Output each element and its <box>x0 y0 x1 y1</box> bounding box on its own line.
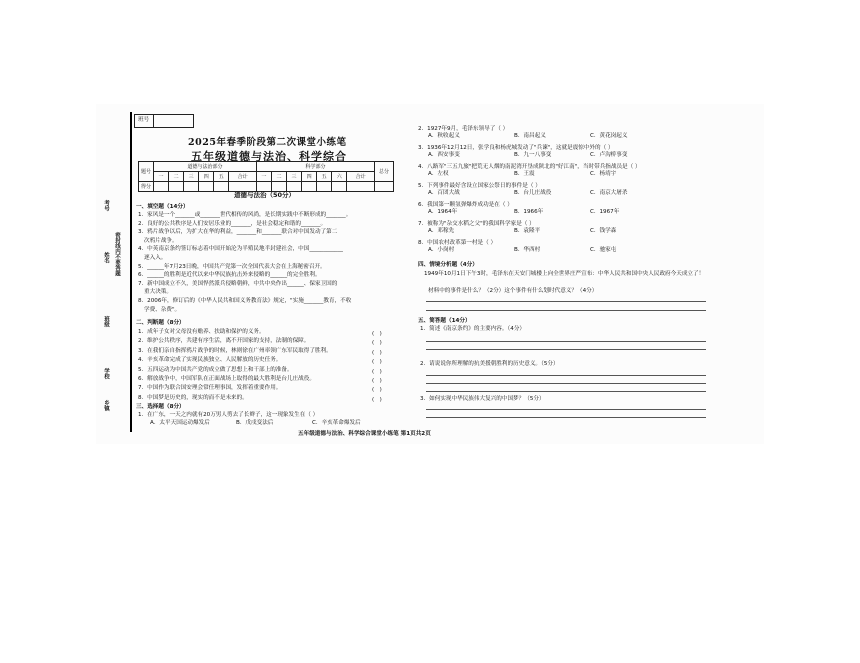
class-number-label: 班号 <box>138 117 150 123</box>
fill-blank-item: 6．______的胜利是近代以来中华民族抗击外来侵略的______的完全胜利。 <box>138 272 321 279</box>
answer-line[interactable] <box>426 417 706 418</box>
choice-question-text: 2．1927年9月，毛泽东领导了（ ） <box>418 126 509 132</box>
score-table-question-label: 题号 <box>139 162 154 182</box>
choice-option[interactable]: A．秋收起义 <box>428 133 460 139</box>
score-cell[interactable] <box>214 182 229 192</box>
score-table-col: 一 <box>154 172 169 182</box>
score-cell[interactable] <box>229 182 257 192</box>
material-quote: 1949年10月1日下午3时，毛泽东在天安门城楼上向全世界庄严宣布：中华人民共和国中央人民政府今天成立了！ <box>424 271 705 277</box>
score-cell[interactable] <box>271 182 286 192</box>
choice-option[interactable]: A．百团大战 <box>428 190 460 196</box>
judge-answer-paren[interactable]: ( ) <box>372 340 382 347</box>
choice-option[interactable]: C．卢沟桥事变 <box>590 152 628 158</box>
score-cell[interactable] <box>184 182 199 192</box>
score-cell[interactable] <box>169 182 184 192</box>
short-answer-question: 2．请说说你所理解的抗美援朝胜利的历史意义。（5分） <box>420 361 559 367</box>
score-table-col: 三 <box>184 172 199 182</box>
choice-right-list <box>418 126 718 259</box>
choice-option[interactable]: B．袁隆平 <box>514 228 541 234</box>
choice-question <box>418 183 718 202</box>
choice-option[interactable]: C．黄花岗起义 <box>590 133 628 139</box>
choice-option[interactable]: A．小岗村 <box>428 247 455 253</box>
answer-line[interactable] <box>426 383 706 384</box>
score-table-col: 四 <box>199 172 214 182</box>
score-table-col: 六 <box>332 172 347 182</box>
answer-line[interactable] <box>426 341 706 342</box>
judge-answer-paren[interactable]: ( ) <box>372 359 382 366</box>
binding-seal-label: 密封线内不要答题 <box>114 232 120 276</box>
answer-line[interactable] <box>426 349 706 350</box>
score-cell[interactable] <box>199 182 214 192</box>
score-table-moral-group: 道德与法治部分 <box>154 162 257 172</box>
score-cell[interactable] <box>287 182 302 192</box>
choice-option[interactable]: B．九一八事变 <box>514 152 552 158</box>
score-table <box>138 161 394 192</box>
choice-option[interactable]: A．西安事变 <box>428 152 460 158</box>
exam-sheet <box>96 104 764 444</box>
judge-item: 5．五四运动为中国共产党的成立做了思想上和干部上的准备。 <box>138 366 293 373</box>
binding-class-label: 班级 <box>103 316 109 327</box>
choice-option[interactable]: B．南昌起义 <box>514 133 546 139</box>
choice-option[interactable]: A．左权 <box>428 171 449 177</box>
choice-question <box>418 221 718 240</box>
score-table-total-label: 总分 <box>375 162 394 182</box>
score-table-col: 二 <box>169 172 184 182</box>
judge-list <box>138 329 388 404</box>
judge-answer-paren[interactable]: ( ) <box>372 368 382 375</box>
choice-option[interactable]: C．杨靖宇 <box>590 171 617 177</box>
binding-name-label: 姓名 <box>103 252 109 263</box>
short-answer-heading: 五、简答题（14分） <box>418 318 471 324</box>
judge-answer-paren[interactable]: ( ) <box>372 387 382 394</box>
choice-heading: 三、选择题（8分） <box>136 404 185 410</box>
binding-number-label: 考号 <box>103 200 109 211</box>
score-table-score-label: 得分 <box>139 182 154 192</box>
score-table-col: 五 <box>214 172 229 182</box>
choice-question <box>418 145 718 164</box>
choice-question <box>418 126 718 145</box>
answer-line[interactable] <box>426 409 706 410</box>
judge-item: 3．在我们亲自指挥鸦片战争的时候，林则徐在广州率领广东军民取得了胜利。 <box>138 347 332 354</box>
score-cell[interactable] <box>347 182 375 192</box>
score-table-science-group: 科学部分 <box>256 162 374 172</box>
choice-question-1: 1．在广东，一天之内就有20万男人剪去了长辫子，这一现象发生在（ ） <box>138 412 319 418</box>
material-question: 材料中的事件是什么？（2分）这个事件有什么划时代意义？（4分） <box>428 288 598 294</box>
score-table-col: 一 <box>256 172 271 182</box>
fill-blank-item: 8．2006年，修订后的《中华人民共和国义务教育法》规定，"实施_______教育，不收 <box>138 297 352 304</box>
answer-line[interactable] <box>426 391 706 392</box>
binding-school-label: 学校 <box>103 368 109 379</box>
fill-blank-item: 次鸦片战争。 <box>144 237 178 244</box>
binding-line <box>130 112 132 432</box>
choice-option[interactable]: B．台儿庄战役 <box>514 190 552 196</box>
score-cell[interactable] <box>302 182 317 192</box>
fill-blank-item: 5．______年7月23日晚，中国共产党第一次全国代表大会在上海秘密召开。 <box>138 263 326 270</box>
score-cell[interactable] <box>317 182 332 192</box>
choice-option[interactable]: A．太平天国运动爆发后 <box>150 420 210 426</box>
score-cell[interactable] <box>256 182 271 192</box>
fill-blank-item: 4．中英南京条约签订标志着中国开始沦为半殖民地半封建社会，中国____________ <box>138 246 343 253</box>
choice-question-text: 3．1936年12月12日，张学良和杨虎城发动了"兵谏"，这就是震惊中外的（ ） <box>418 145 614 151</box>
score-table-col: 四 <box>302 172 317 182</box>
answer-line[interactable] <box>426 375 706 376</box>
fill-blank-item: 3．鸦片战争以后，为扩大在华的利益，_______和_______联合对中国发动了第二 <box>138 229 338 236</box>
judge-heading: 二、判断题（8分） <box>136 320 185 326</box>
choice-question <box>418 164 718 183</box>
choice-question-text: 5．下列事件最好含设立国家公祭日的事件是（ ） <box>418 183 541 189</box>
choice-option[interactable]: C．驰家屯 <box>590 247 617 253</box>
choice-question-text: 6．我国第一颗氢弹爆炸成功是在（ ） <box>418 202 513 208</box>
judge-item: 7．中国作为联合国安理会常任理事国，发挥着重要作用。 <box>138 385 282 392</box>
fill-blank-item: 7．新中国成立不久，美国悍然派兵侵略朝鲜，中共中央作出______、保家卫国的 <box>138 280 338 287</box>
score-table-col: 合计 <box>229 172 257 182</box>
answer-line[interactable] <box>426 310 706 311</box>
choice-option[interactable]: B．华西村 <box>514 247 541 253</box>
fill-blank-item: 学费、杂费"。 <box>144 306 181 313</box>
choice-option[interactable]: B．1966年 <box>514 209 544 215</box>
fill-blank-item: 逐入入。 <box>144 254 167 261</box>
binding-township-label: 乡镇 <box>103 400 109 411</box>
exam-subtitle: 五年级道德与法治、科学综合 <box>191 150 347 163</box>
fill-blank-heading: 一、填空题（14分） <box>136 204 189 210</box>
score-cell[interactable] <box>154 182 169 192</box>
judge-answer-paren[interactable]: ( ) <box>372 378 382 384</box>
exam-title: 2025年春季阶段第二次课堂小练笔 <box>188 137 347 148</box>
page-footer: 五年级道德与法治、科学综合课堂小练笔 第1页共2页 <box>298 431 431 437</box>
choice-question-text: 8．中国农村改革第一村是（ ） <box>418 240 497 246</box>
fill-blank-list <box>138 212 388 315</box>
judge-item: 8．中国梦是历史的，现实的而不是未来的。 <box>138 394 248 401</box>
choice-option[interactable]: C．南京大屠杀 <box>590 190 628 196</box>
score-cell[interactable] <box>375 182 394 192</box>
choice-question <box>418 202 718 221</box>
class-number-box <box>134 114 194 128</box>
short-answer-question: 1．简述《南京条约》的主要内容。（4分） <box>420 326 526 332</box>
fill-blank-item: 2．良好的公共秩序是人们安居乐业的_______，是社会稳定和谐的_______。 <box>138 220 327 227</box>
score-table-col: 合计 <box>347 172 375 182</box>
choice-question <box>418 240 718 259</box>
score-table-col: 三 <box>287 172 302 182</box>
choice-option[interactable]: A．1964年 <box>428 209 458 215</box>
judge-item: 1．成年子女对父母没有赡养、扶助和保护的义务。 <box>138 329 265 335</box>
judge-item: 2．维护公共秩序，共建有序生活，离不开国家的支持，法制的保障。 <box>138 338 310 345</box>
score-cell[interactable] <box>332 182 347 192</box>
fill-blank-item: 1．家风是一个_______或_______世代相传的风尚，是长期实践中不断形成的_______。 <box>138 212 352 218</box>
choice-option[interactable]: A．邓稼先 <box>428 228 455 234</box>
fill-blank-item: 重大决策。 <box>144 289 172 296</box>
judge-answer-paren[interactable]: ( ) <box>372 396 382 403</box>
judge-item: 4．辛亥革命完成了实现民族独立、人民解放的历史任务。 <box>138 357 282 364</box>
judge-answer-paren[interactable]: ( ) <box>372 349 382 356</box>
score-table-col: 五 <box>317 172 332 182</box>
choice-option[interactable]: C．钱学森 <box>590 228 617 234</box>
choice-option[interactable]: B．王震 <box>514 171 535 177</box>
choice-option[interactable]: B．戊戌变法后 <box>236 420 274 426</box>
score-table-col: 二 <box>271 172 286 182</box>
choice-option[interactable]: C．1967年 <box>590 209 620 215</box>
choice-question-text: 7．被称为"杂交水稻之父"的我国科学家是（ ） <box>418 221 535 227</box>
choice-question-text: 4．八路军"三五九旅"把荒无人烟的南泥湾开垦成陕北的"好江南"，当时带兵指战员是（ ） <box>418 164 641 170</box>
section-header-moral: 道德与法治（50分） <box>234 191 296 199</box>
short-answer-question: 3．如何实现中华民族伟大复兴的中国梦？（5分） <box>420 396 545 402</box>
judge-answer-paren[interactable]: ( ) <box>372 331 382 337</box>
answer-line[interactable] <box>426 301 706 302</box>
material-heading: 四、情境分析题（4分） <box>418 262 478 268</box>
judge-item: 6．解放战争中，中国军队在正面战场上取得的最大胜利是台儿庄战役。 <box>138 375 315 382</box>
choice-option[interactable]: C．辛亥革命爆发后 <box>312 420 361 426</box>
